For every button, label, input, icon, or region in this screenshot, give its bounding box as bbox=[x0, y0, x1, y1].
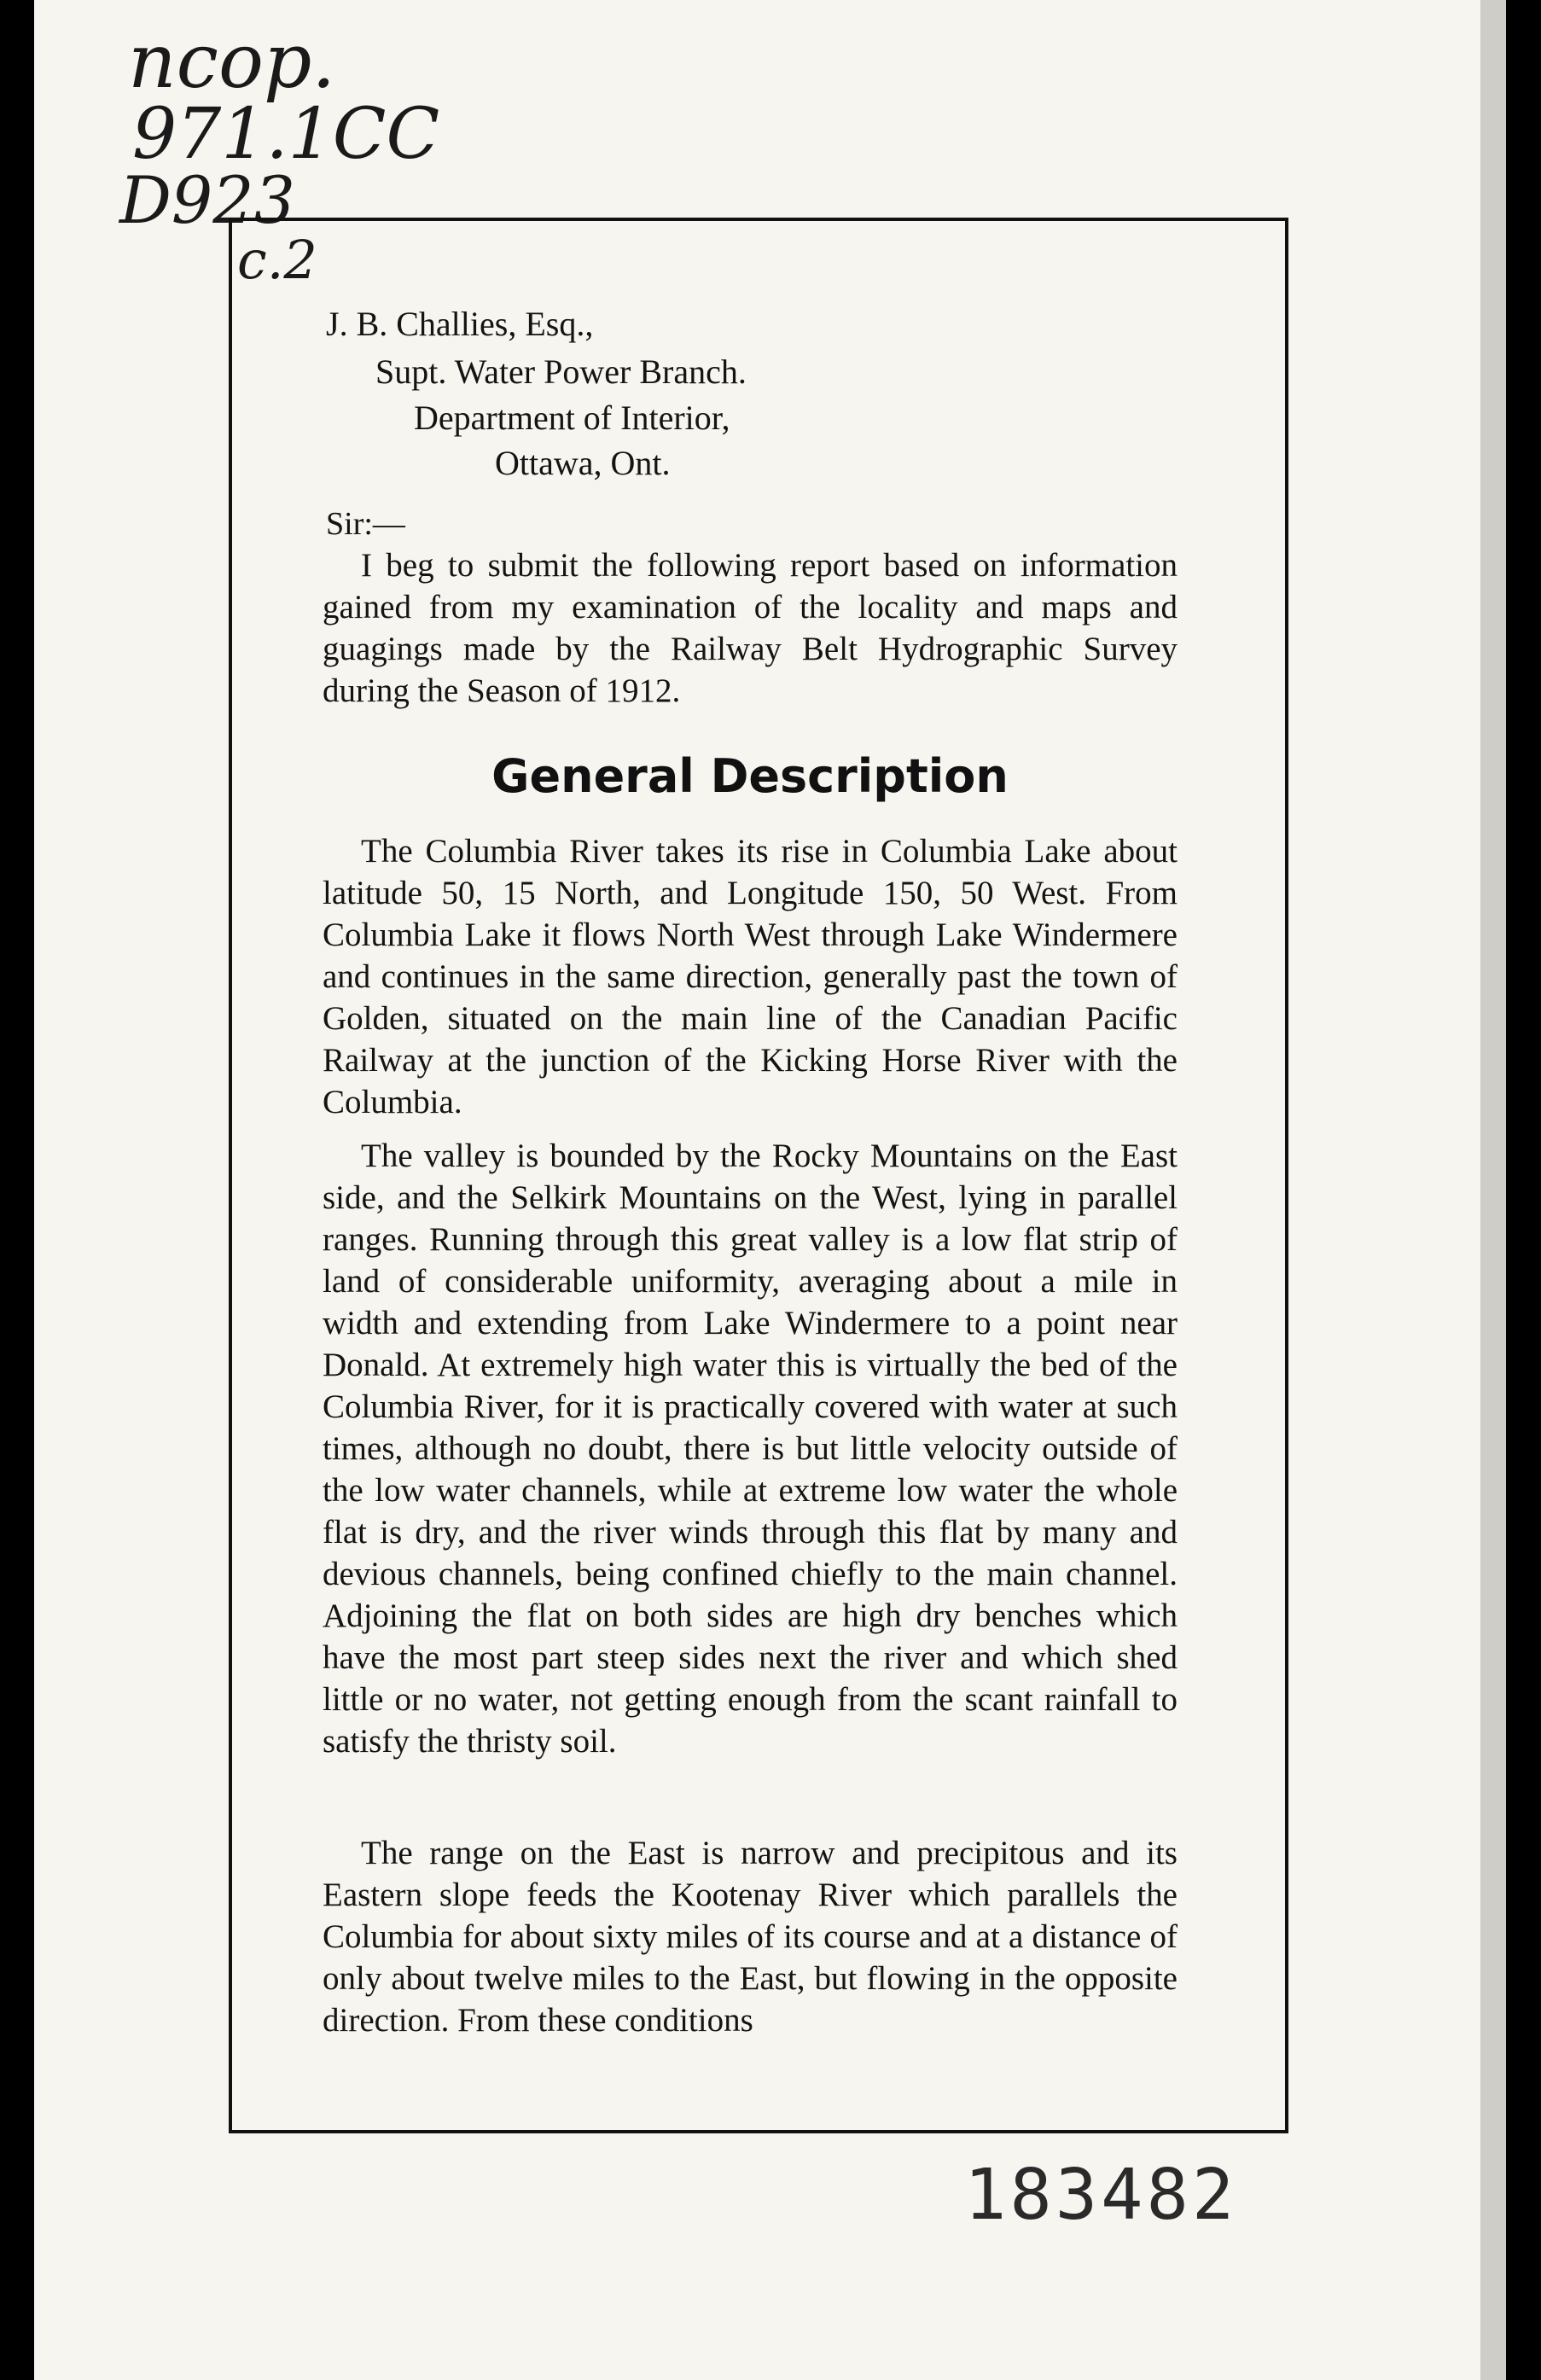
address-line-1: J. B. Challies, Esq., bbox=[326, 305, 594, 343]
body-paragraph-3: The range on the East is narrow and precipitous and its Eastern slope feeds the Kootenay River which parallels the Columbia for about sixty miles of its course and at a distance of only about twelve miles to the East, but flowing in the opposite direction. From these conditions bbox=[323, 1835, 1178, 2039]
handwritten-copy-number: c.2 bbox=[237, 229, 317, 291]
address-line-2: Supt. Water Power Branch. bbox=[375, 352, 747, 391]
address-line-3: Department of Interior, bbox=[414, 399, 730, 437]
salutation: Sir:— bbox=[326, 506, 405, 542]
scan-edge-strip bbox=[1480, 0, 1506, 2380]
body-paragraph-1: The Columbia River takes its rise in Columbia Lake about latitude 50, 15 North, and Longitude 150, 50 West. From Columbia Lake it flows North West through Lake Windermere and continues in the same direction, generally past the town of Golden, situated on the main line of the Canadian Pacific Railway at the junction of the Kicking Horse River with the Columbia. bbox=[323, 833, 1178, 1120]
handwritten-line-3: D923 bbox=[119, 162, 295, 238]
body-paragraph-2: The valley is bounded by the Rocky Mountains on the East side, and the Selkirk Mountains on the West, lying in parallel ranges. Running through this great valley is a low flat strip of land of considerable uniformity, averaging about a mile in width and extending from Lake Windermere to a point near Donald. At extremely high water this is virtually the bed of the Columbia River, for it is practically covered with water at such times, although no doubt, there is but little velocity outside of the low water channels, while at extreme low water the whole flat is dry, and the river winds through this flat by many and devious channels, being confined chiefly to the main channel. Adjoining the flat on both sides are high dry benches which have the most part steep sides next the river and which shed little or no water, not getting enough from the scant rainfall to satisfy the thristy soil. bbox=[323, 1138, 1178, 1760]
intro-paragraph: I beg to submit the following report based on information gained from my examination of the locality and maps and guagings made by the Railway Belt Hydrographic Survey during the Season of 1912. bbox=[323, 547, 1178, 709]
accession-number-stamp: 183482 bbox=[964, 2155, 1238, 2236]
handwritten-line-2: 971.1CC bbox=[132, 94, 440, 175]
section-heading: General Description bbox=[491, 749, 1009, 803]
handwritten-line-1: ncop. bbox=[128, 17, 336, 105]
address-line-4: Ottawa, Ont. bbox=[495, 444, 671, 482]
